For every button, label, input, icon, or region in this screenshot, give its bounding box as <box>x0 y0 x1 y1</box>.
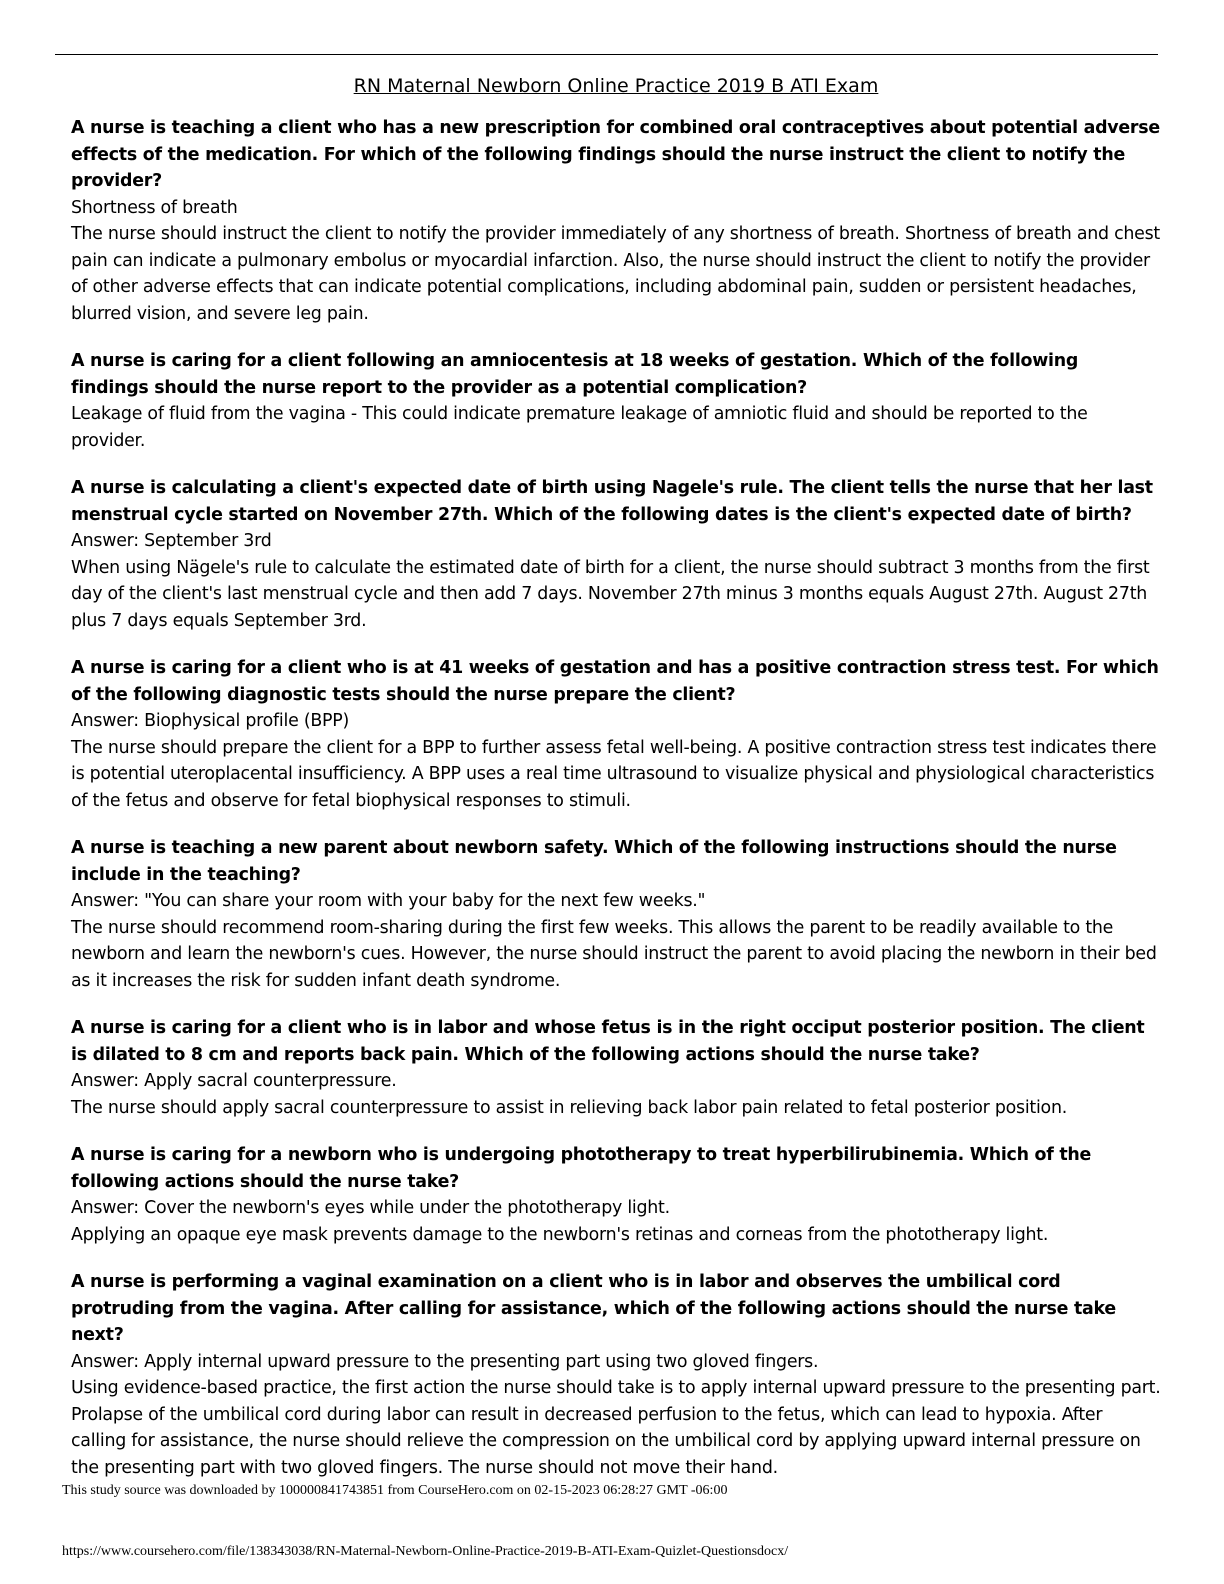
explanation-text: Applying an opaque eye mask prevents damage to the newborn's retinas and corneas from the phototherapy light. <box>71 1224 1049 1245</box>
qa-item <box>71 1269 1161 1481</box>
qa-item <box>71 475 1161 634</box>
question-text: A nurse is caring for a client following an amniocentesis at 18 weeks of gestation. Which of the following findings should the nurse report to the provider as a potential complication? <box>71 351 1079 398</box>
source-url-link[interactable]: https://www.coursehero.com/file/138343038/RN-Maternal-Newborn-Online-Practice-2019-B-ATI-Exam-Quizlet-Questionsdocx/ <box>62 1544 789 1559</box>
explanation-text: The nurse should prepare the client for a BPP to further assess fetal well-being. A positive contraction stress test indicates there is potential uteroplacental insufficiency. A BPP uses a real time ultrasound to visualize physical and physiological characteristics of the fetus and observe for fetal biophysical responses to stimuli. <box>71 737 1157 811</box>
answer-text: Answer: September 3rd <box>71 531 272 551</box>
question-text: A nurse is performing a vaginal examination on a client who is in labor and observes the umbilical cord protruding from the vagina. After calling for assistance, which of the following actions should the nurse take next? <box>71 1272 1116 1345</box>
explanation-text: Using evidence-based practice, the first action the nurse should take is to apply internal upward pressure to the presenting part. Prolapse of the umbilical cord during labor can result in decreased perfusion to the fetus, which can lead to hypoxia. After calling for assistance, the nurse should relieve the compression on the umbilical cord by applying upward internal pressure on the presenting part with two gloved fingers. The nurse should not move their hand. <box>71 1378 1161 1478</box>
question-text: A nurse is teaching a new parent about newborn safety. Which of the following instructions should the nurse include in the teaching? <box>71 838 1117 885</box>
question-text: A nurse is caring for a client who is in labor and whose fetus is in the right occiput posterior position. The client is dilated to 8 cm and reports back pain. Which of the following actions should the nurse take? <box>71 1018 1145 1065</box>
explanation-text: The nurse should recommend room-sharing during the first few weeks. This allows the parent to be readily available to the newborn and learn the newborn's cues. However, the nurse should instruct the parent to avoid placing the newborn in their bed as it increases the risk for sudden infant death syndrome. <box>71 917 1157 991</box>
explanation-text: The nurse should apply sacral counterpressure to assist in relieving back labor pain related to fetal posterior position. <box>71 1097 1067 1118</box>
explanation-text: When using Nägele's rule to calculate the estimated date of birth for a client, the nurse should subtract 3 months from the first day of the client's last menstrual cycle and then add 7 days. November 27th minus 3 months equals August 27th. August 27th plus 7 days equals September 3rd. <box>71 557 1150 631</box>
answer-text: Answer: Apply sacral counterpressure. <box>71 1071 397 1091</box>
qa-item <box>71 1142 1161 1248</box>
question-text: A nurse is calculating a client's expected date of birth using Nagele's rule. The client tells the nurse that her last menstrual cycle started on November 27th. Which of the following dates is the client's expected date of birth? <box>71 478 1153 525</box>
answer-text: Answer: Cover the newborn's eyes while under the phototherapy light. <box>71 1198 670 1218</box>
document-body <box>71 72 1161 1502</box>
qa-item <box>71 1015 1161 1121</box>
download-notice: This study source was downloaded by 100000841743851 from CourseHero.com on 02-15-2023 06:28:27 GMT -06:00 <box>62 1483 728 1498</box>
qa-item <box>71 115 1161 327</box>
qa-item <box>71 655 1161 814</box>
answer-text: Answer: Biophysical profile (BPP) <box>71 711 350 731</box>
answer-text: Answer: Apply internal upward pressure to the presenting part using two gloved fingers. <box>71 1351 819 1372</box>
answer-text: Answer: "You can share your room with your baby for the next few weeks." <box>71 891 706 911</box>
qa-item <box>71 348 1161 454</box>
answer-text: Shortness of breath <box>71 197 238 218</box>
explanation-text: The nurse should instruct the client to notify the provider immediately of any shortness of breath. Shortness of breath and chest pain can indicate a pulmonary embolus or myocardial infarction. Also, the nurse should instruct the client to notify the provider of other adverse effects that can indicate potential complications, including abdominal pain, sudden or persistent headaches, blurred vision, and severe leg pain. <box>71 224 1160 324</box>
top-rule <box>55 54 1158 55</box>
qa-item <box>71 835 1161 994</box>
question-text: A nurse is caring for a newborn who is undergoing phototherapy to treat hyperbilirubinemia. Which of the following actions should the nurse take? <box>71 1145 1092 1192</box>
page-title: RN Maternal Newborn Online Practice 2019 B ATI Exam <box>353 75 879 97</box>
answer-text: Leakage of fluid from the vagina - This could indicate premature leakage of amniotic fluid and should be reported to the provider. <box>71 404 1088 451</box>
question-text: A nurse is teaching a client who has a new prescription for combined oral contraceptives about potential adverse effects of the medication. For which of the following findings should the nurse instruct the client to notify the provider? <box>71 118 1160 191</box>
question-text: A nurse is caring for a client who is at 41 weeks of gestation and has a positive contraction stress test. For which of the following diagnostic tests should the nurse prepare the client? <box>71 658 1159 705</box>
